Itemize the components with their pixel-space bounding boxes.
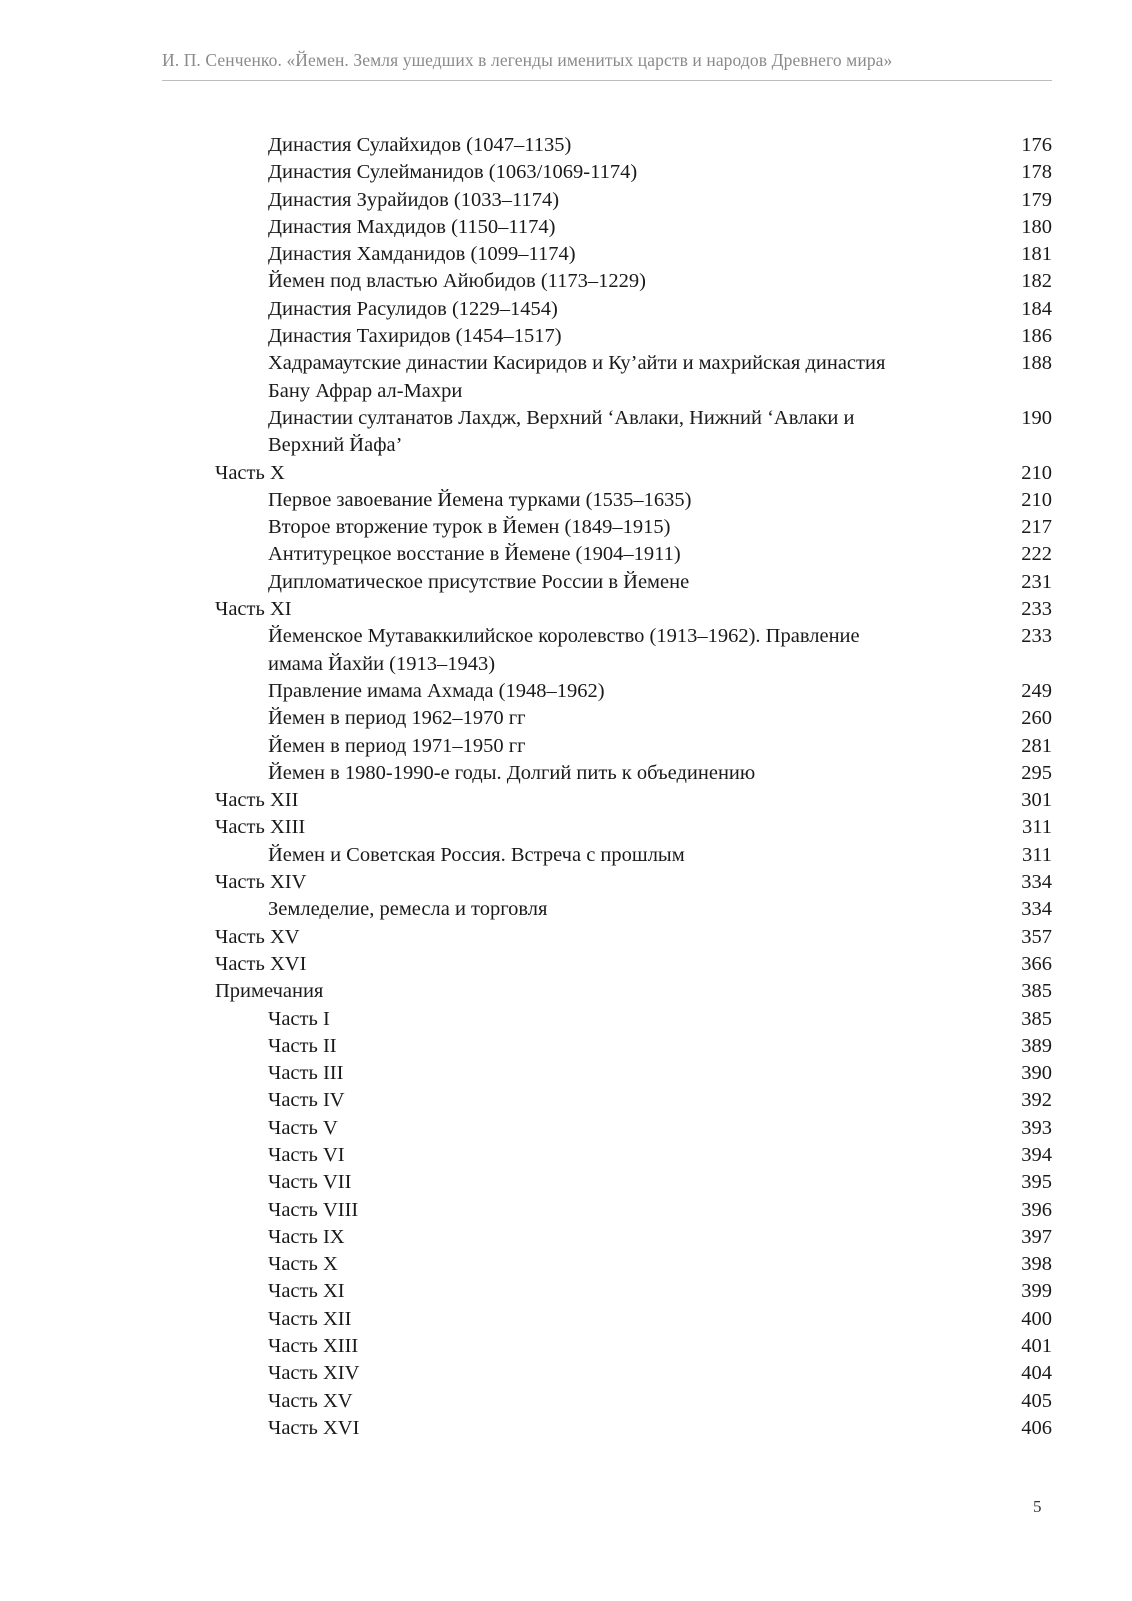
- toc-entry-title: Часть II: [268, 1034, 337, 1057]
- toc-entry-title: Часть XIV: [268, 1362, 360, 1385]
- toc-entry-title: Земледелие, ремесла и торговля: [268, 898, 548, 921]
- toc-entry-title: Хадрамаутские династии Касиридов и Ку’айти и махрийская династия Бану Афрар ал-Махри: [268, 352, 886, 402]
- toc-entry[interactable]: [0, 350, 1132, 405]
- toc-entry[interactable]: [0, 1224, 1132, 1251]
- toc-entry-page: 190: [1021, 406, 1052, 429]
- toc-entry-title: Династия Сулайхидов (1047–1135): [268, 134, 572, 156]
- toc-entry-title: Часть VIII: [268, 1198, 359, 1221]
- toc-entry-title: Дипломатическое присутствие России в Йемене: [268, 570, 690, 593]
- toc-entry[interactable]: [0, 678, 1132, 705]
- toc-entry-page: 395: [1021, 1171, 1052, 1194]
- toc-entry-page: 176: [1021, 134, 1052, 156]
- toc-entry[interactable]: [0, 1142, 1132, 1169]
- toc-entry[interactable]: [0, 541, 1132, 568]
- toc-entry[interactable]: [0, 705, 1132, 732]
- toc-entry[interactable]: [0, 733, 1132, 760]
- toc-entry-page: 390: [1021, 1062, 1052, 1085]
- toc-entry-page: 334: [1021, 898, 1052, 921]
- toc-entry-page: 233: [1021, 625, 1052, 648]
- toc-entry-title: Часть VII: [268, 1171, 352, 1194]
- toc-entry-page: 311: [1022, 816, 1052, 839]
- toc-entry-page: 233: [1021, 598, 1052, 621]
- toc-entry-page: 405: [1021, 1389, 1052, 1412]
- toc-entry[interactable]: [0, 514, 1132, 541]
- toc-entry-title: Йемен в период 1962–1970 гг: [268, 707, 526, 730]
- toc-entry-page: 400: [1021, 1307, 1052, 1330]
- toc-entry-title: Часть I: [268, 1007, 330, 1030]
- toc-part-entry[interactable]: [0, 924, 1132, 951]
- toc-entry-title: Часть III: [268, 1062, 344, 1085]
- toc-entry-title: Часть XVI: [215, 952, 307, 975]
- toc-part-entry[interactable]: [0, 460, 1132, 487]
- toc-entry-title: Династия Расулидов (1229–1454): [268, 297, 558, 320]
- toc-entry[interactable]: [0, 1060, 1132, 1087]
- toc-entry[interactable]: [0, 569, 1132, 596]
- toc-part-entry[interactable]: [0, 596, 1132, 623]
- toc-entry[interactable]: [0, 1251, 1132, 1278]
- toc-entry-title: Часть X: [215, 461, 285, 484]
- toc-entry[interactable]: [0, 268, 1132, 295]
- toc-entry[interactable]: [0, 296, 1132, 323]
- toc-entry-page: 397: [1021, 1225, 1052, 1248]
- toc-entry-title: Йемен под властью Айюбидов (1173–1229): [268, 270, 646, 293]
- toc-entry[interactable]: [0, 159, 1132, 186]
- toc-entry-page: 399: [1021, 1280, 1052, 1303]
- toc-entry-title: Часть XIII: [268, 1335, 359, 1358]
- toc-entry[interactable]: [0, 187, 1132, 214]
- toc-entry[interactable]: [0, 623, 1132, 678]
- toc-entry-title: Династии султанатов Лахдж, Верхний ‘Авлаки, Нижний ‘Авлаки и Верхний Йафа’: [268, 406, 855, 457]
- toc-part-entry[interactable]: [0, 869, 1132, 896]
- toc-part-entry[interactable]: [0, 787, 1132, 814]
- toc-entry-title: Правление имама Ахмада (1948–1962): [268, 679, 605, 702]
- toc-entry-page: 249: [1021, 679, 1052, 702]
- toc-entry-page: 260: [1021, 707, 1052, 730]
- toc-entry-page: 178: [1021, 161, 1052, 184]
- toc-entry-page: 311: [1022, 843, 1052, 866]
- toc-entry-title: Часть XV: [268, 1389, 353, 1412]
- toc-entry-title: Часть XIII: [215, 816, 306, 839]
- toc-entry-page: 357: [1021, 925, 1052, 948]
- toc-entry-title: Йемен и Советская Россия. Встреча с прошлым: [268, 843, 685, 866]
- toc-entry[interactable]: [0, 1388, 1132, 1415]
- toc-entry-page: 394: [1021, 1143, 1052, 1166]
- toc-entry-title: Династия Тахиридов (1454–1517): [268, 325, 562, 348]
- toc-entry-page: 217: [1021, 516, 1052, 539]
- toc-entry-page: 210: [1021, 461, 1052, 484]
- toc-entry-title: Часть XV: [215, 925, 300, 948]
- toc-entry[interactable]: [0, 1197, 1132, 1224]
- toc-entry[interactable]: [0, 896, 1132, 923]
- toc-entry-title: Часть VI: [268, 1143, 345, 1166]
- toc-entry-title: Йемен в 1980-1990-е годы. Долгий пить к объединению: [268, 761, 756, 784]
- toc-entry-page: 184: [1021, 297, 1052, 320]
- toc-entry[interactable]: [0, 760, 1132, 787]
- toc-entry[interactable]: [0, 1169, 1132, 1196]
- toc-entry-page: 222: [1021, 543, 1052, 566]
- toc-entry-page: 406: [1021, 1416, 1052, 1439]
- toc-entry[interactable]: [0, 842, 1132, 869]
- toc-entry[interactable]: [0, 1415, 1132, 1442]
- toc-entry-title: Часть XVI: [268, 1416, 360, 1439]
- toc-entry-page: 182: [1021, 270, 1052, 293]
- toc-entry-page: 186: [1021, 325, 1052, 348]
- toc-entry[interactable]: [0, 1360, 1132, 1387]
- toc-entry-page: 366: [1021, 952, 1052, 975]
- running-header: И. П. Сенченко. «Йемен. Земля ушедших в легенды именитых царств и народов Древнего мира»: [162, 50, 893, 70]
- toc-entry[interactable]: [0, 323, 1132, 350]
- toc-entry-title: Примечания: [215, 980, 324, 1003]
- toc-entry-title: Часть IX: [268, 1225, 345, 1248]
- toc-entry-page: 404: [1021, 1362, 1052, 1385]
- toc-entry-title: Часть XII: [268, 1307, 352, 1330]
- toc-entry-title: Династия Хамданидов (1099–1174): [268, 243, 576, 266]
- toc-entry-title: Часть XI: [268, 1280, 345, 1303]
- toc-entry-title: Династия Махдидов (1150–1174): [268, 215, 556, 238]
- toc-entry[interactable]: [0, 1087, 1132, 1114]
- toc-entry-title: Часть V: [268, 1116, 338, 1139]
- header-rule: [162, 80, 1052, 81]
- toc-entry-page: 181: [1021, 243, 1052, 266]
- toc-entry-page: 392: [1021, 1089, 1052, 1112]
- toc-entry-title: Первое завоевание Йемена турками (1535–1635): [268, 488, 692, 511]
- toc-entry-title: Йемен в период 1971–1950 гг: [268, 734, 526, 757]
- toc-entry[interactable]: [0, 241, 1132, 268]
- toc-entry[interactable]: [0, 1115, 1132, 1142]
- toc-entry-title: Часть X: [268, 1253, 338, 1276]
- toc-entry-title: Династия Сулейманидов (1063/1069-1174): [268, 161, 638, 184]
- toc-entry-page: 188: [1021, 352, 1052, 375]
- toc-entry-title: Часть XIV: [215, 871, 307, 894]
- toc-entry-page: 401: [1021, 1335, 1052, 1358]
- toc-entry-page: 179: [1021, 188, 1052, 211]
- toc-entry-title: Антитурецкое восстание в Йемене (1904–1911): [268, 543, 681, 566]
- toc-entry-page: 210: [1021, 488, 1052, 511]
- toc-entry-title: Династия Зурайидов (1033–1174): [268, 188, 560, 211]
- toc-entry-page: 389: [1021, 1034, 1052, 1057]
- toc-entry-page: 396: [1021, 1198, 1052, 1221]
- toc-part-entry[interactable]: [0, 814, 1132, 841]
- toc-entry-page: 180: [1021, 215, 1052, 238]
- toc-entry-title: Часть XII: [215, 789, 299, 812]
- toc-entry[interactable]: [0, 1306, 1132, 1333]
- toc-entry[interactable]: [0, 132, 1132, 159]
- toc-entry-title: Йеменское Мутаваккилийское королевство (1913–1962). Правление имама Йахйи (1913–1943): [268, 625, 860, 675]
- toc-entry-page: 281: [1021, 734, 1052, 757]
- toc-part-entry[interactable]: [0, 978, 1132, 1005]
- toc-entry[interactable]: [0, 1033, 1132, 1060]
- toc-entry-page: 393: [1021, 1116, 1052, 1139]
- toc-entry[interactable]: [0, 214, 1132, 241]
- toc-entry[interactable]: [0, 1006, 1132, 1033]
- toc-entry-page: 385: [1021, 980, 1052, 1003]
- toc-entry-page: 398: [1021, 1253, 1052, 1276]
- toc-part-entry[interactable]: [0, 951, 1132, 978]
- toc-entry-title: Второе вторжение турок в Йемен (1849–1915): [268, 516, 671, 539]
- toc-entry[interactable]: [0, 1278, 1132, 1305]
- toc-entry-page: 295: [1021, 761, 1052, 784]
- page-number: 5: [1033, 1497, 1042, 1516]
- toc-entry-title: Часть IV: [268, 1089, 345, 1112]
- toc-entry-title: Часть XI: [215, 598, 292, 621]
- toc-entry[interactable]: [0, 405, 1132, 460]
- toc-entry-page: 231: [1021, 570, 1052, 593]
- toc-entry[interactable]: [0, 1333, 1132, 1360]
- table-of-contents: [0, 132, 1132, 1442]
- toc-entry[interactable]: [0, 487, 1132, 514]
- toc-entry-page: 385: [1021, 1007, 1052, 1030]
- toc-entry-page: 334: [1021, 871, 1052, 894]
- toc-entry-page: 301: [1021, 789, 1052, 812]
